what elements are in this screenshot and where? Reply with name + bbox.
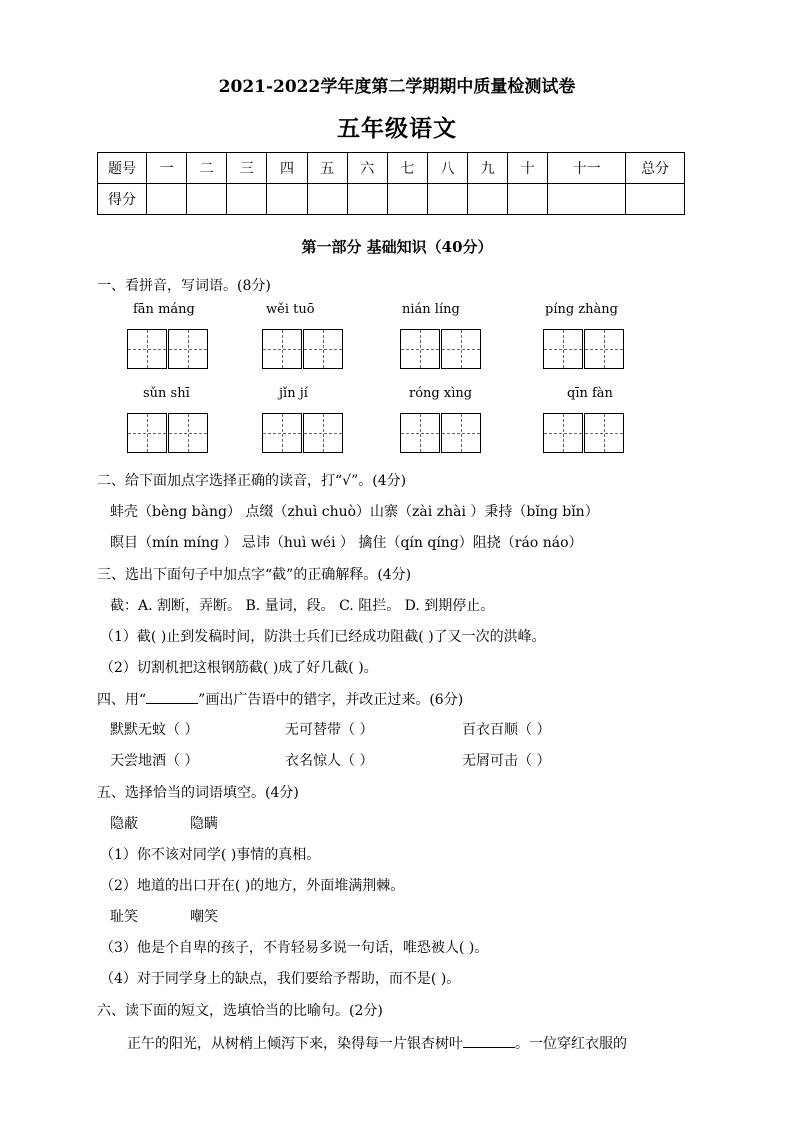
writing-grid-box[interactable] bbox=[168, 329, 208, 369]
pinyin-label: jǐn jí bbox=[279, 386, 308, 401]
score-input-cell[interactable] bbox=[548, 184, 626, 215]
q6-passage-pre: 正午的阳光，从树梢上倾泻下来，染得每一片银杏树叶 bbox=[127, 1036, 463, 1052]
pinyin-label: píng zhàng bbox=[545, 302, 618, 317]
score-input-cell[interactable] bbox=[387, 184, 427, 215]
q4-item: 衣名惊人（ ） bbox=[285, 753, 374, 769]
score-header-row bbox=[98, 153, 685, 184]
q4-heading bbox=[97, 689, 463, 710]
q4-item: 无屑可击（ ） bbox=[462, 753, 551, 769]
score-cell: 一 bbox=[147, 153, 187, 184]
q3-heading: 三、选出下面句子中加点字“截”的正确解释。(4分) bbox=[97, 567, 412, 583]
q5-word: 隐瞒 bbox=[190, 816, 218, 832]
q5-word: 耻笑 bbox=[110, 909, 138, 925]
q3-sentence: （2）切割机把这根钢筋截( )成了好几截( )。 bbox=[100, 660, 378, 676]
score-cell: 总分 bbox=[626, 153, 685, 184]
score-cell: 十一 bbox=[548, 153, 626, 184]
score-input-cell[interactable] bbox=[307, 184, 347, 215]
q5-word: 隐蔽 bbox=[110, 816, 138, 832]
writing-grid-box[interactable] bbox=[262, 329, 302, 369]
pinyin-label: fān máng bbox=[133, 302, 195, 317]
q4-item: 天尝地酒（ ） bbox=[110, 753, 199, 769]
writing-grid-box[interactable] bbox=[441, 329, 481, 369]
pinyin-label: qīn fàn bbox=[567, 386, 613, 401]
score-cell: 八 bbox=[427, 153, 467, 184]
pinyin-label: nián líng bbox=[402, 302, 460, 317]
writing-grid-box[interactable] bbox=[584, 329, 624, 369]
q2-line: 瞑目（mín míng ） 忌讳（huì wéi ） 擒住（qín qíng）阻挠（ráo náo） bbox=[110, 535, 583, 551]
score-input-cell[interactable] bbox=[347, 184, 387, 215]
writing-grid-box[interactable] bbox=[543, 413, 583, 453]
q5-sentence: （1）你不该对同学( )事情的真相。 bbox=[100, 847, 321, 863]
score-input-cell[interactable] bbox=[267, 184, 307, 215]
score-cell: 三 bbox=[227, 153, 267, 184]
writing-grid-box[interactable] bbox=[400, 413, 440, 453]
writing-grid-box[interactable] bbox=[168, 413, 208, 453]
q4-heading-post: ”画出广告语中的错字，并改正过来。(6分) bbox=[198, 692, 464, 708]
q2-heading: 二、给下面加点字选择正确的读音，打“√”。(4分) bbox=[97, 473, 407, 489]
q5-sentence: （4）对于同学身上的缺点，我们要给予帮助，而不是( )。 bbox=[100, 971, 461, 987]
writing-grid-box[interactable] bbox=[400, 329, 440, 369]
q4-item: 无可替带（ ） bbox=[285, 722, 374, 738]
exam-title: 2021-2022学年度第二学期期中质量检测试卷 bbox=[218, 77, 576, 97]
q3-options: 截：A. 割断，弄断。 B. 量词，段。 C. 阻拦。 D. 到期停止。 bbox=[110, 598, 495, 614]
q4-heading-pre: 四、用“ bbox=[97, 692, 147, 708]
score-input-cell[interactable] bbox=[187, 184, 227, 215]
score-input-cell[interactable] bbox=[508, 184, 548, 215]
score-input-cell[interactable] bbox=[468, 184, 508, 215]
score-cell: 四 bbox=[267, 153, 307, 184]
q1-heading: 一、看拼音，写词语。(8分) bbox=[97, 278, 271, 294]
score-input-cell[interactable] bbox=[147, 184, 187, 215]
q5-sentence: （3）他是个自卑的孩子，不肯轻易多说一句话，唯恐被人( )。 bbox=[100, 940, 489, 956]
underline-sample bbox=[146, 689, 198, 704]
score-cell: 十 bbox=[508, 153, 548, 184]
pinyin-label: wěi tuō bbox=[266, 302, 315, 317]
score-cell: 题号 bbox=[98, 153, 147, 184]
part-one-title: 第一部分 基础知识（40分） bbox=[301, 238, 493, 256]
score-row-label: 得分 bbox=[98, 184, 147, 215]
q5-word: 嘲笑 bbox=[190, 909, 218, 925]
q4-item: 百衣百顺（ ） bbox=[462, 722, 551, 738]
exam-subtitle: 五年级语文 bbox=[337, 115, 457, 142]
score-cell: 六 bbox=[347, 153, 387, 184]
writing-grid-box[interactable] bbox=[127, 329, 167, 369]
score-cell: 九 bbox=[468, 153, 508, 184]
writing-grid-box[interactable] bbox=[127, 413, 167, 453]
q2-line: 蚌壳（bèng bàng） 点缀（zhuì chuò）山寨（zài zhài ）秉持（bǐng bǐn） bbox=[110, 504, 599, 520]
score-cell: 七 bbox=[387, 153, 427, 184]
q3-sentence: （1）截( )止到发稿时间，防洪士兵们已经成功阻截( )了又一次的洪峰。 bbox=[100, 629, 546, 645]
pinyin-label: róng xìng bbox=[409, 386, 473, 401]
writing-grid-box[interactable] bbox=[262, 413, 302, 453]
writing-grid-box[interactable] bbox=[584, 413, 624, 453]
answer-blank[interactable] bbox=[463, 1033, 515, 1048]
q5-heading: 五、选择恰当的词语填空。(4分) bbox=[97, 785, 299, 801]
pinyin-label: sǔn shī bbox=[143, 386, 190, 401]
score-input-cell[interactable] bbox=[227, 184, 267, 215]
score-value-row bbox=[98, 184, 685, 215]
writing-grid-box[interactable] bbox=[441, 413, 481, 453]
q4-item: 默默无蚊（ ） bbox=[110, 722, 199, 738]
score-input-cell[interactable] bbox=[626, 184, 685, 215]
q6-passage bbox=[127, 1033, 627, 1054]
score-input-cell[interactable] bbox=[427, 184, 467, 215]
writing-grid-box[interactable] bbox=[303, 413, 343, 453]
writing-grid-box[interactable] bbox=[543, 329, 583, 369]
score-cell: 二 bbox=[187, 153, 227, 184]
writing-grid-box[interactable] bbox=[303, 329, 343, 369]
q6-heading: 六、读下面的短文，选填恰当的比喻句。(2分) bbox=[97, 1003, 383, 1019]
score-cell: 五 bbox=[307, 153, 347, 184]
q5-sentence: （2）地道的出口开在( )的地方，外面堆满荆棘。 bbox=[100, 878, 405, 894]
score-table bbox=[97, 152, 685, 215]
q6-passage-post: 。一位穿红衣服的 bbox=[515, 1036, 627, 1052]
